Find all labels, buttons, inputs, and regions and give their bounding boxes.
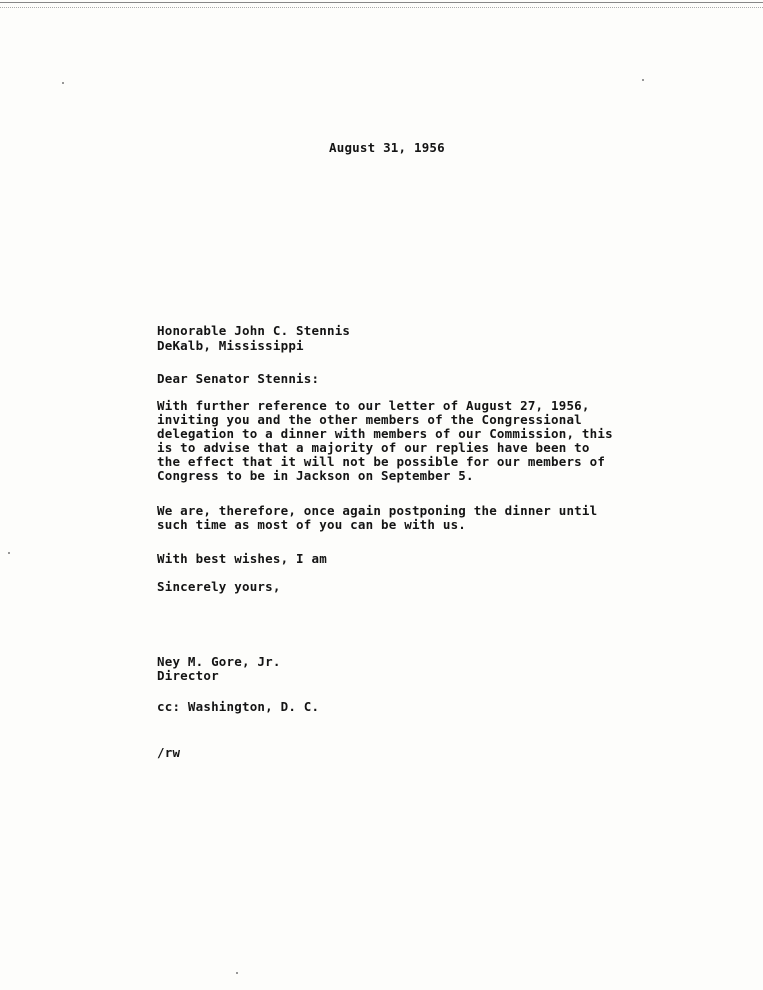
salutation: Dear Senator Stennis: xyxy=(157,371,320,386)
letter-date: August 31, 1956 xyxy=(329,140,445,155)
paragraph2-line: We are, therefore, once again postponing the dinner until xyxy=(157,503,598,518)
reference-initials: /rw xyxy=(157,745,181,760)
paper-speck xyxy=(62,82,64,84)
top-edge-rule xyxy=(0,2,763,8)
complimentary-close: Sincerely yours, xyxy=(157,579,281,594)
paragraph1-line: With further reference to our letter of August 27, 1956, xyxy=(157,398,590,413)
paragraph1-line: is to advise that a majority of our replies have been to xyxy=(157,440,590,455)
paragraph1-line: delegation to a dinner with members of our Commission, this xyxy=(157,426,613,441)
paper-speck xyxy=(8,552,10,554)
paper-speck xyxy=(236,972,238,974)
signer-title: Director xyxy=(157,668,219,683)
paragraph1-line: inviting you and the other members of the Congressional xyxy=(157,412,582,427)
addressee-location: DeKalb, Mississippi xyxy=(157,338,304,353)
paper-speck xyxy=(642,79,644,81)
signer-name: Ney M. Gore, Jr. xyxy=(157,654,281,669)
closing-wishes: With best wishes, I am xyxy=(157,551,327,566)
cc-line: cc: Washington, D. C. xyxy=(157,699,320,714)
paragraph2-line: such time as most of you can be with us. xyxy=(157,517,467,532)
paragraph1-line: Congress to be in Jackson on September 5. xyxy=(157,468,474,483)
addressee-name: Honorable John C. Stennis xyxy=(157,323,351,338)
paragraph1-line: the effect that it will not be possible for our members of xyxy=(157,454,606,469)
